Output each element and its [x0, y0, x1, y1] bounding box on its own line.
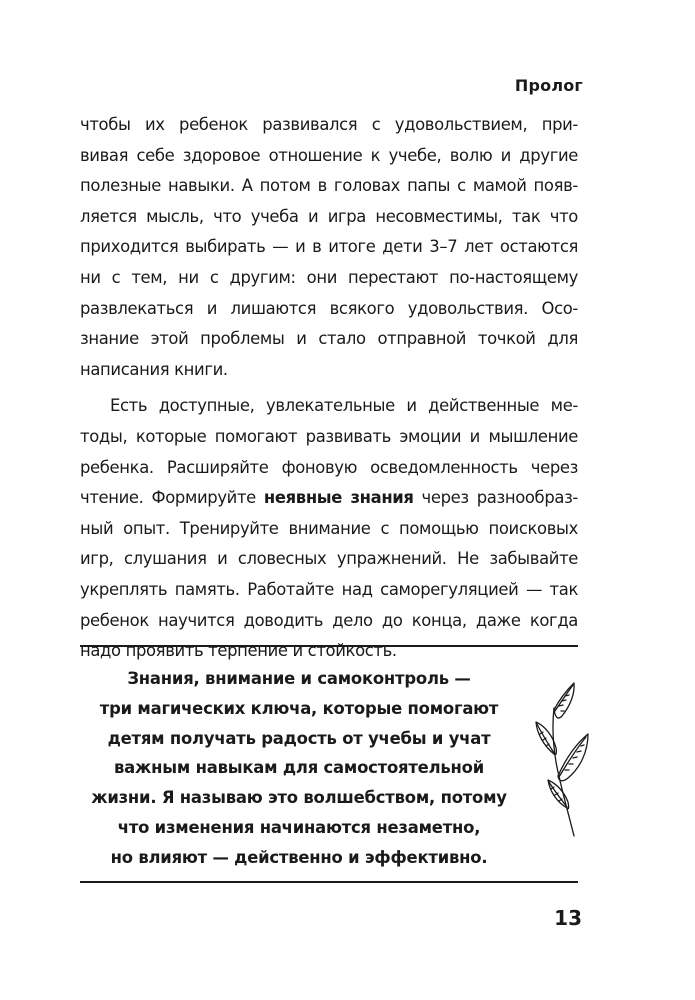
- text-line: ный опыт. Тренируйте внимание с помощью поисковых: [80, 518, 578, 538]
- text-line: полезные навыки. А потом в головах папы с мамой появ-: [80, 176, 578, 196]
- text-line: тоды, которые помогают развивать эмоции и мышление: [80, 426, 578, 446]
- text-line: Есть доступные, увлекательные и действенные ме-: [110, 396, 578, 416]
- text-line: ребенка. Расширяйте фоновую осведомленность через: [80, 457, 578, 477]
- text-line: вивая себе здоровое отношение к учебе, волю и другие: [80, 145, 578, 165]
- text-line: ребенок научится доводить дело до конца, даже когда: [80, 610, 578, 630]
- text-line: приходится выбирать — и в итоге дети 3–7 лет остаются: [80, 237, 578, 257]
- callout-top-rule: [80, 645, 578, 647]
- callout-quote: [88, 664, 510, 873]
- callout-line: Знания, внимание и самоконтроль —: [127, 669, 471, 688]
- text-line: написания книги.: [80, 359, 228, 379]
- text-line: игр, слушания и словесных упражнений. Не забывайте: [80, 549, 578, 569]
- text-line: чтобы их ребенок развивался с удовольствием, при-: [80, 115, 578, 134]
- callout-line: но влияют — действенно и эффективно.: [110, 847, 488, 867]
- callout-line: жизни. Я называю это волшебством, потому: [91, 788, 507, 808]
- callout-line: детям получать радость от учебы и учат: [107, 728, 491, 748]
- text-segment: через разнообраз-: [413, 488, 578, 508]
- body-text: [80, 110, 578, 673]
- callout-line: важным навыкам для самостоятельной: [113, 758, 485, 778]
- leaf-branch-icon: [534, 680, 590, 840]
- text-line: развлекаться и лишаются всякого удовольствия. Осо-: [80, 298, 578, 318]
- text-line: надо проявить терпение и стойкость.: [80, 641, 397, 661]
- text-segment: чтение. Формируйте: [80, 488, 264, 508]
- running-head: Пролог: [514, 76, 583, 95]
- page-number: 13: [554, 906, 582, 930]
- emphasis-term: неявные знания: [263, 488, 414, 508]
- text-line: ни с тем, ни с другим: они перестают по-настоящему: [80, 267, 578, 287]
- text-line: знание этой проблемы и стало отправной точкой для: [80, 329, 578, 349]
- paragraph-1: [80, 110, 578, 385]
- text-line: укреплять память. Работайте над саморегуляцией — так: [80, 579, 578, 599]
- callout-line: три магических ключа, которые помогают: [99, 698, 499, 718]
- paragraph-2: [80, 391, 578, 666]
- callout-line: что изменения начинаются незаметно,: [117, 817, 481, 837]
- callout-bottom-rule: [80, 881, 578, 883]
- text-line-with-emphasis: [80, 483, 578, 514]
- text-line: ляется мысль, что учеба и игра несовместимы, так что: [80, 206, 578, 226]
